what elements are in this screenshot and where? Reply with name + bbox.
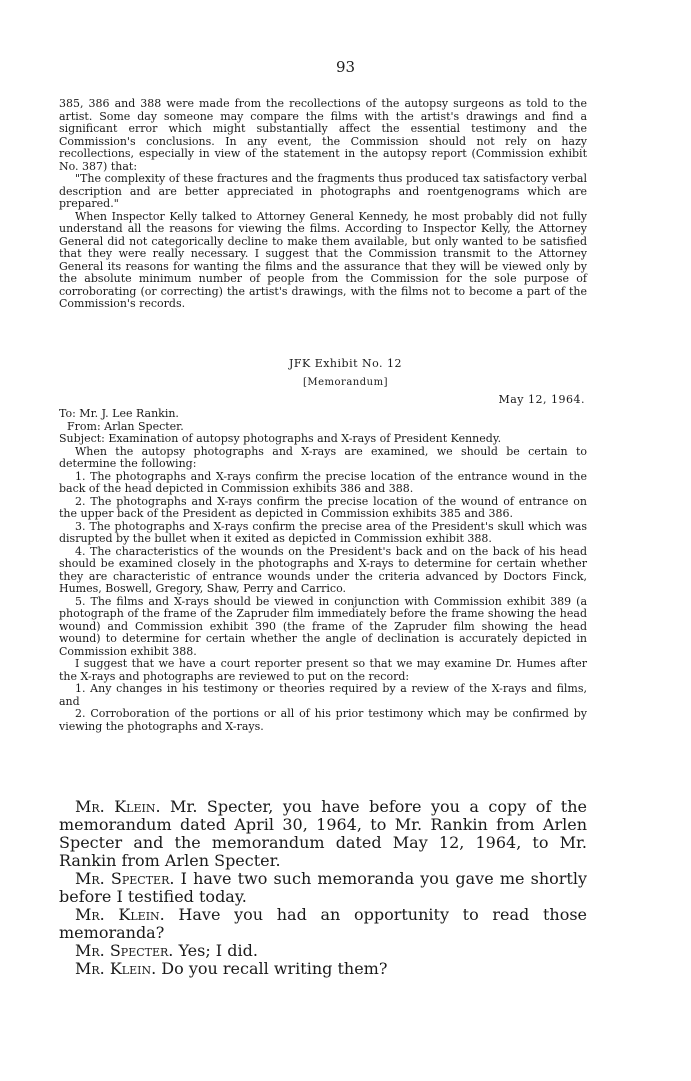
- exhibit-heading: JFK Exhibit No. 12: [288, 357, 403, 370]
- memo-from: From: Arlan Specter.: [67, 419, 184, 433]
- testimony-line: [59, 870, 587, 906]
- speaker: Mr. Specter.: [75, 941, 174, 960]
- testimony-text: Yes; I did.: [173, 941, 258, 960]
- intro-section: [59, 98, 587, 311]
- memo-label: [Memorandum]: [303, 377, 388, 388]
- testimony-text: Mr. Specter, you have before you a copy of the memorandum dated April 30, 1964, to Mr. Rankin from Arlen Specter and the memorandum dated May 12, 1964, to Mr. Rankin from Arlen Specter.: [59, 797, 587, 870]
- memo-paragraph: When the autopsy photographs and X-rays are examined, we should be certain to determine the following:: [59, 444, 587, 470]
- memo-item: 4. The characteristics of the wounds on the President's back and on the back of his head should be examined closely in the photographs and X-rays to determine for certain whether they are characteristic of entrance wounds under the criteria advanced by Doctors Finck, Humes, Boswell, Gregory, Shaw, Perry and Carrico.: [59, 544, 587, 595]
- memo-item: 5. The films and X-rays should be viewed in conjunction with Commission exhibit 389 (a photograph of the frame of the Zapruder film immediately before the frame showing the head wound) and Commission exhibit 390 (the frame of the Zapruder film showing the head wound) to determine for certain whether the angle of declination is accurately depicted in Commission exhibit 388.: [59, 594, 587, 658]
- testimony-section: [59, 798, 587, 978]
- testimony-line: [59, 798, 587, 870]
- memo-item: 1. Any changes in his testimony or theories required by a review of the X-rays and films, and: [59, 682, 587, 708]
- speaker: Mr. Klein.: [75, 959, 157, 978]
- testimony-text: Do you recall writing them?: [156, 959, 388, 978]
- memo-to: To: Mr. J. Lee Rankin.: [59, 407, 179, 420]
- memo-item: 2. Corroboration of the portions or all of his prior testimony which may be confirmed by viewing the photographs and X-rays.: [59, 707, 587, 733]
- speaker: Mr. Specter.: [75, 869, 175, 888]
- memo-item: 1. The photographs and X-rays confirm the precise location of the entrance wound in the back of the head depicted in Commission exhibits 386 and 388.: [59, 469, 587, 495]
- speaker: Mr. Klein.: [75, 797, 161, 816]
- speaker: Mr. Klein.: [75, 905, 165, 924]
- memo-body: [59, 408, 587, 733]
- testimony-line: [59, 942, 587, 960]
- testimony-line: [59, 960, 587, 978]
- testimony-line: [59, 906, 587, 942]
- memo-item: 3. The photographs and X-rays confirm the precise area of the President's skull which was disrupted by the bullet when it exited as depicted in Commission exhibit 388.: [59, 519, 587, 545]
- memo-item: 2. The photographs and X-rays confirm the precise location of the wound of entrance on the upper back of the President as depicted in Commission exhibits 385 and 386.: [59, 494, 587, 520]
- memo-paragraph: I suggest that we have a court reporter present so that we may examine Dr. Humes after the X-rays and photographs are reviewed to put on the record:: [59, 657, 587, 683]
- testimony-text: I have two such memoranda you gave me shortly before I testified today.: [59, 869, 587, 906]
- intro-paragraph: 385, 386 and 388 were made from the recollections of the autopsy surgeons as told to the artist. Some day someone may compare the films with the artist's drawings and find a significant error which might substantially affect the essential testimony and the Commission's conclusions. In any event, the Commission should not rely on hazy recollections, especially in view of the statement in the autopsy report (Commission exhibit No. 387) that:: [59, 97, 587, 173]
- intro-quote: "The complexity of these fractures and the fragments thus produced tax satisfactory verbal description and are better appreciated in photographs and roentgenograms which are prepared.": [59, 172, 587, 210]
- memo-subject: Subject: Examination of autopsy photographs and X-rays of President Kennedy.: [59, 432, 502, 445]
- intro-paragraph: When Inspector Kelly talked to Attorney General Kennedy, he most probably did not fully understand all the reasons for viewing the films. According to Inspector Kelly, the Attorney General did not categorically decline to make them available, but only wanted to be satisfied that they were really necessary. I suggest that the Commission transmit to the Attorney General its reasons for wanting the films and the assurance that they will be viewed only by the absolute minimum number of people from the Commission for the sole purpose of corroborating (or correcting) the artist's drawings, with the films not to become a part of the Commission's records.: [59, 209, 587, 310]
- page-number: 93: [335, 58, 356, 76]
- testimony-text: Have you had an opportunity to read those memoranda?: [59, 905, 588, 942]
- memo-date: May 12, 1964.: [498, 393, 585, 406]
